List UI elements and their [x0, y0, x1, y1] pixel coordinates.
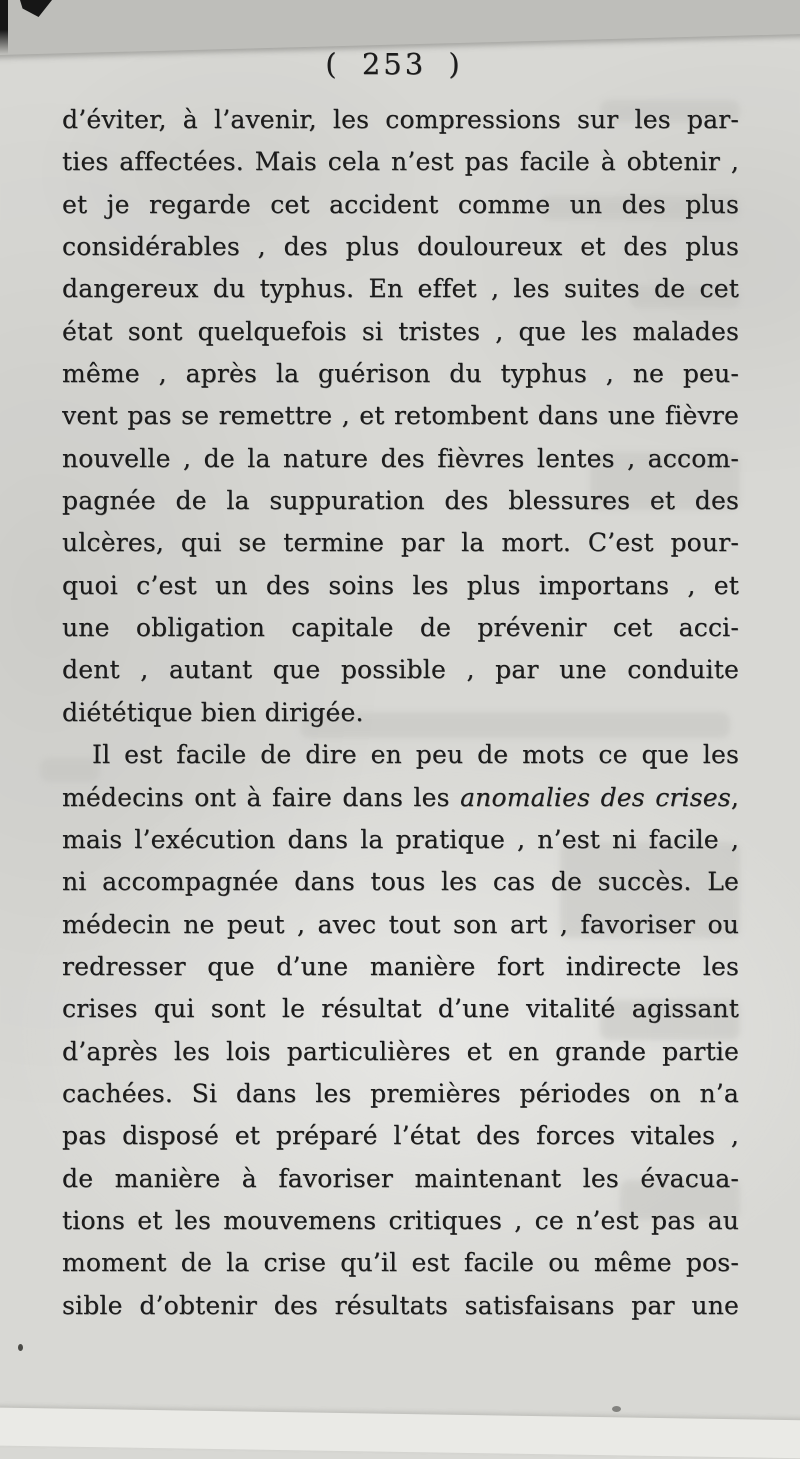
text-line: [62, 1158, 739, 1200]
text-run: ,: [730, 782, 739, 812]
text-line: [62, 1073, 739, 1115]
text-run: ni accompagnée dans tous les cas de succès. Le: [62, 867, 739, 897]
text-run: Il est facile de dire en peu de mots ce que les: [92, 740, 739, 770]
text-run: d’après les lois particulières et en grande partie: [62, 1036, 739, 1066]
text-line: [62, 649, 739, 691]
ink-speck: [612, 1406, 621, 1412]
text-line: [62, 438, 739, 480]
text-run: dangereux du typhus. En effet , les suites de cet: [62, 274, 739, 304]
text-run: médecins ont à faire dans les: [62, 782, 461, 812]
text-line: [62, 777, 739, 819]
text-line: [62, 522, 739, 564]
page-edge-bottom: [0, 1407, 800, 1458]
scan-edge-sliver: [0, 0, 8, 54]
text-run: même , après la guérison du typhus , ne peu-: [62, 359, 739, 389]
text-line: [62, 1031, 739, 1073]
text-line: [62, 311, 739, 353]
text-line: [62, 353, 739, 395]
text-line: [62, 946, 739, 988]
text-line: [62, 819, 739, 861]
text-line: [62, 1115, 739, 1157]
text-run: ulcères, qui se termine par la mort. C’est pour-: [62, 528, 739, 558]
text-line: [62, 861, 739, 903]
text-line: [62, 141, 739, 183]
text-run: ties affectées. Mais cela n’est pas facile à obtenir ,: [62, 147, 739, 177]
text-line: [62, 226, 739, 268]
text-line: [62, 1200, 739, 1242]
text-line: [62, 565, 739, 607]
text-run: d’éviter, à l’avenir, les compressions sur les par-: [62, 105, 739, 134]
text-line: [62, 480, 739, 522]
text-run: diététique bien dirigée.: [62, 697, 364, 727]
text-run: une obligation capitale de prévenir cet acci-: [62, 613, 739, 643]
text-run: moment de la crise qu’il est facile ou même pos-: [62, 1248, 739, 1278]
text-run: pas disposé et préparé l’état des forces vitales ,: [62, 1121, 739, 1151]
text-run: mais l’exécution dans la pratique , n’est ni facile ,: [62, 824, 739, 854]
text-line: [62, 99, 739, 141]
italic-run: anomalies des crises: [460, 782, 731, 812]
text-line: [62, 988, 739, 1030]
text-run: redresser que d’une manière fort indirecte les: [62, 951, 739, 981]
text-line: [62, 268, 739, 310]
ink-speck: [18, 1344, 23, 1351]
text-line: [62, 184, 739, 226]
text-run: et je regarde cet accident comme un des plus: [62, 189, 739, 219]
text-run: quoi c’est un des soins les plus importans , et: [62, 570, 739, 600]
text-run: vent pas se remettre , et retombent dans une fièvre: [62, 401, 739, 431]
text-run: état sont quelquefois si tristes , que les malades: [62, 316, 739, 346]
text-run: cachées. Si dans les premières périodes on n’a: [62, 1078, 739, 1108]
text-run: médecin ne peut , avec tout son art , favoriser ou: [62, 909, 739, 939]
text-line: [62, 734, 739, 776]
text-line: [62, 1242, 739, 1284]
text-line: [62, 904, 739, 946]
text-run: de manière à favoriser maintenant les évacua-: [62, 1163, 739, 1193]
text-run: dent , autant que possible , par une conduite: [62, 655, 739, 685]
text-run: pagnée de la suppuration des blessures et des: [62, 486, 739, 516]
text-line: [62, 607, 739, 649]
text-run: sible d’obtenir des résultats satisfaisans par une: [62, 1290, 739, 1320]
text-block: [62, 99, 739, 1327]
text-line: [62, 395, 739, 437]
text-run: nouvelle , de la nature des fièvres lentes , accom-: [62, 443, 739, 473]
text-run: crises qui sont le résultat d’une vitalité agissant: [62, 994, 739, 1024]
text-line: [62, 692, 739, 734]
text-run: considérables , des plus douloureux et des plus: [62, 232, 739, 262]
text-line: [62, 1285, 739, 1327]
page-number: ( 253 ): [325, 47, 463, 81]
text-run: tions et les mouvemens critiques , ce n’est pas au: [62, 1205, 739, 1235]
